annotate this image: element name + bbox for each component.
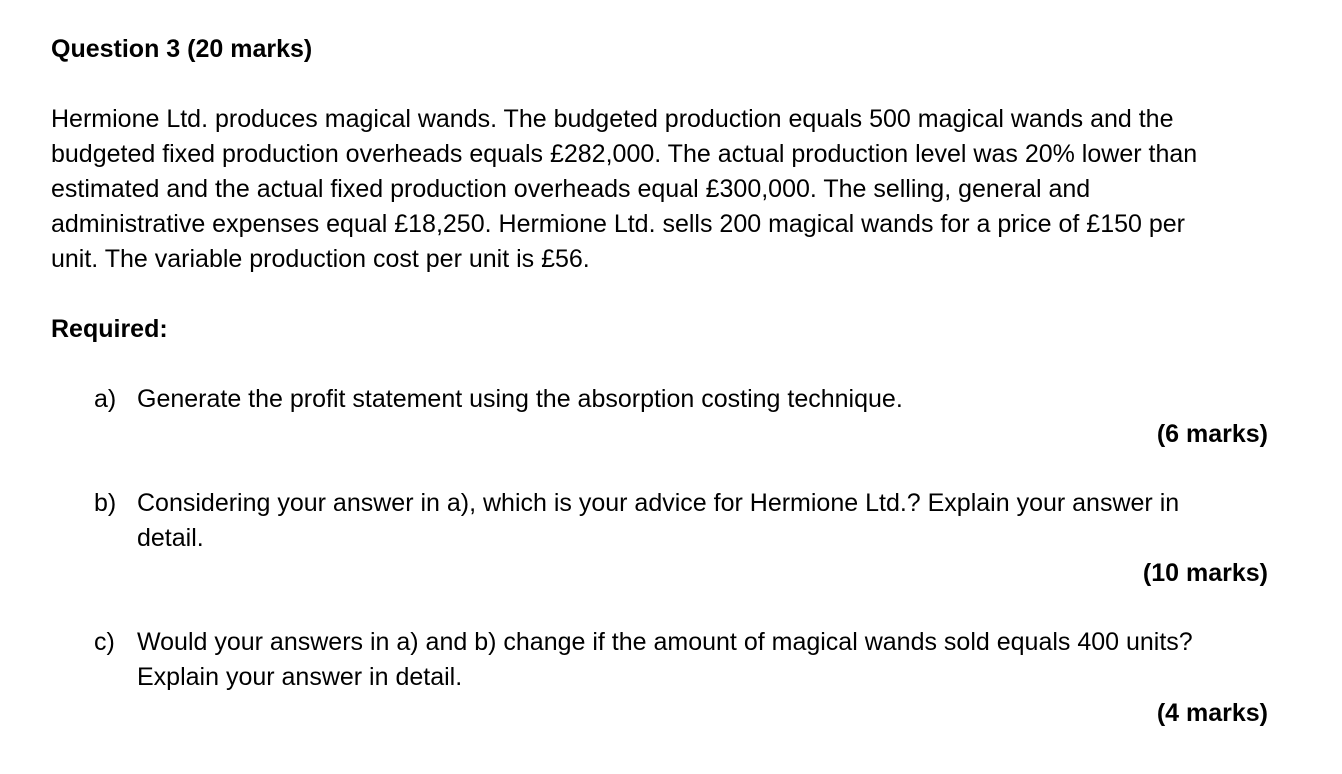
part-text-line: Explain your answer in detail. [137,663,463,691]
paragraph-line: unit. The variable production cost per unit is £56. [51,245,590,273]
part-text [137,486,1179,556]
part-text-line: Considering your answer in a), which is your advice for Hermione Ltd.? Explain your answer in [137,489,1180,517]
part-c-marks: (4 marks) [1156,699,1268,727]
part-letter: c) [94,628,115,656]
required-heading: Required: [51,315,168,343]
part-text [137,625,1193,695]
paragraph-line: estimated and the actual fixed production overheads equal £300,000. The selling, general and [51,175,1091,203]
paragraph-line: administrative expenses equal £18,250. Hermione Ltd. sells 200 magical wands for a price of £150 per [51,210,1185,238]
part-letter: a) [94,385,117,413]
part-letter: b) [94,489,117,517]
part-a-marks: (6 marks) [1156,420,1268,448]
part-b-marks: (10 marks) [1142,559,1268,587]
part-text-line: Generate the profit statement using the absorption costing technique. [137,385,903,413]
part-text-line: Would your answers in a) and b) change if the amount of magical wands sold equals 400 units? [137,628,1193,656]
part-text [137,382,903,417]
paragraph-line: Hermione Ltd. produces magical wands. The budgeted production equals 500 magical wands and the [51,105,1174,133]
question-title: Question 3 (20 marks) [51,35,313,63]
question-paragraph [51,102,1281,277]
part-text-line: detail. [137,524,204,552]
paragraph-line: budgeted fixed production overheads equals £282,000. The actual production level was 20% lower than [51,140,1198,168]
